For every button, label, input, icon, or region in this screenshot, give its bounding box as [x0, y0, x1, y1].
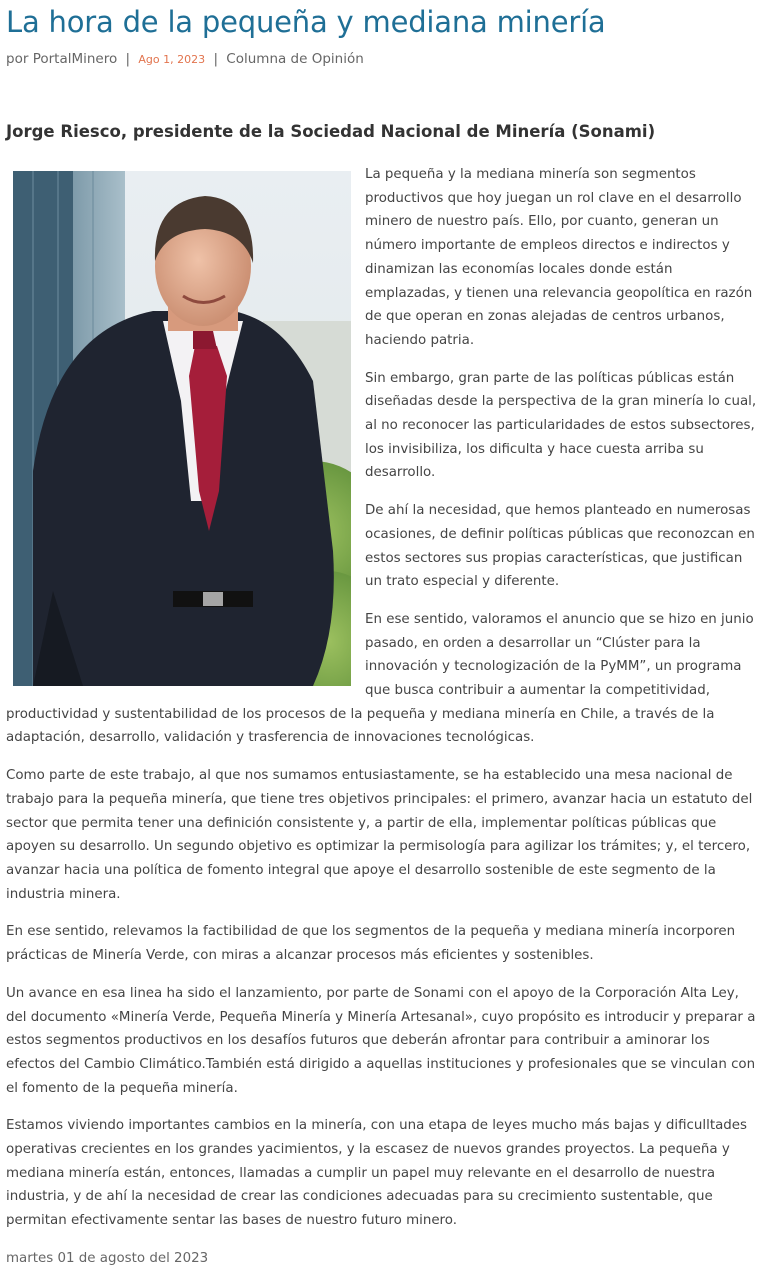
- article-paragraph: La pequeña y la mediana minería son segmentos productivos que hoy juegan un rol clave en el desarrollo minero de nuestro país. Ello, por cuanto, generan un número importante de empleos directos e indirectos y dinamizan las economías locales donde están emplazadas, y tienen una relevancia geopolítica en razón de que operan en zonas alejadas de centros urbanos, haciendo patria.: [365, 167, 753, 348]
- article-title: La hora de la pequeña y mediana minería: [6, 5, 606, 39]
- closing-date: martes 01 de agosto del 2023: [6, 1250, 209, 1266]
- article-paragraph: Estamos viviendo importantes cambios en la minería, con una etapa de leyes mucho más bajas y dificulltades operativas crecientes en los grandes yacimientos, y la escasez de nuevos grandes proyectos. La pequeña y mediana minería están, entonces, llamadas a cumplir un papel muy relevante en el desarrollo de nuestra industria, y de ahí la necesidad de crear las condiciones adecuadas para su crecimiento sustentable, que permitan efectivamente sentar las bases de nuestro futuro minero.: [6, 1118, 748, 1229]
- article-paragraph: De ahí la necesidad, que hemos planteado en numerosas ocasiones, de definir políticas públicas que reconozcan en estos sectores sus propias características, que justifican un trato especial y diferente.: [365, 503, 755, 590]
- post-date: Ago 1, 2023: [138, 53, 206, 66]
- post-meta: [6, 49, 364, 70]
- article-body: [6, 163, 758, 1285]
- author-photo: [13, 171, 351, 686]
- article-subtitle: Jorge Riesco, presidente de la Sociedad Nacional de Minería (Sonami): [6, 122, 656, 141]
- meta-separator: |: [213, 51, 218, 67]
- article-paragraph: Un avance en esa linea ha sido el lanzamiento, por parte de Sonami con el apoyo de la Corporación Alta Ley, del documento «Minería Verde, Pequeña Minería y Minería Artesanal», cuyo propósito es introducir y preparar a estos segmentos productivos en los desafíos futuros que deberán afrontar para contribuir a aminorar los efectos del Cambio Climático.También está dirigido a aquellas instituciones y profesionales que se vinculan con el fomento de la pequeña minería.: [6, 985, 756, 1096]
- article-paragraph: Sin embargo, gran parte de las políticas públicas están diseñadas desde la perspectiva de la gran minería lo cual, al no reconocer las particularidades de estos subsectores, los invisibiliza, los dificulta y hace cuesta arriba su desarrollo.: [365, 370, 757, 481]
- category-link[interactable]: Columna de Opinión: [226, 51, 364, 67]
- author-link[interactable]: PortalMinero: [32, 51, 118, 67]
- article-paragraph: En ese sentido, valoramos el anuncio que se hizo en junio pasado, en orden a desarrollar un “Clúster para la innovación y tecnologización de la PyMM”, un programa que busca contribuir a aumentar la competitividad, productividad y sustentabilidad de los procesos de la pequeña y mediana minería en Chile, a través de la adaptación, desarrollo, validación y trasferencia de innovaciones tecnológicas.: [6, 611, 754, 746]
- article-paragraph: Como parte de este trabajo, al que nos sumamos entusiastamente, se ha establecido una mesa nacional de trabajo para la pequeña minería, que tiene tres objetivos principales: el primero, avanzar hacia un estatuto del sector que permita tener una definición consistente y, a partir de ella, implementar políticas públicas que apoyen su desarrollo. Un segundo objetivo es optimizar la permisología para agilizar los trámites; y, el tercero, avanzar hacia una política de fomento integral que apoye el desarrollo sostenible de este segmento de la industria minera.: [6, 768, 753, 902]
- author-prefix: por: [6, 51, 29, 67]
- article-paragraph: En ese sentido, relevamos la factibilidad de que los segmentos de la pequeña y mediana minería incorporen prácticas de Minería Verde, con miras a alcanzar procesos más eficientes y sostenibles.: [6, 924, 736, 964]
- meta-separator: |: [125, 51, 131, 67]
